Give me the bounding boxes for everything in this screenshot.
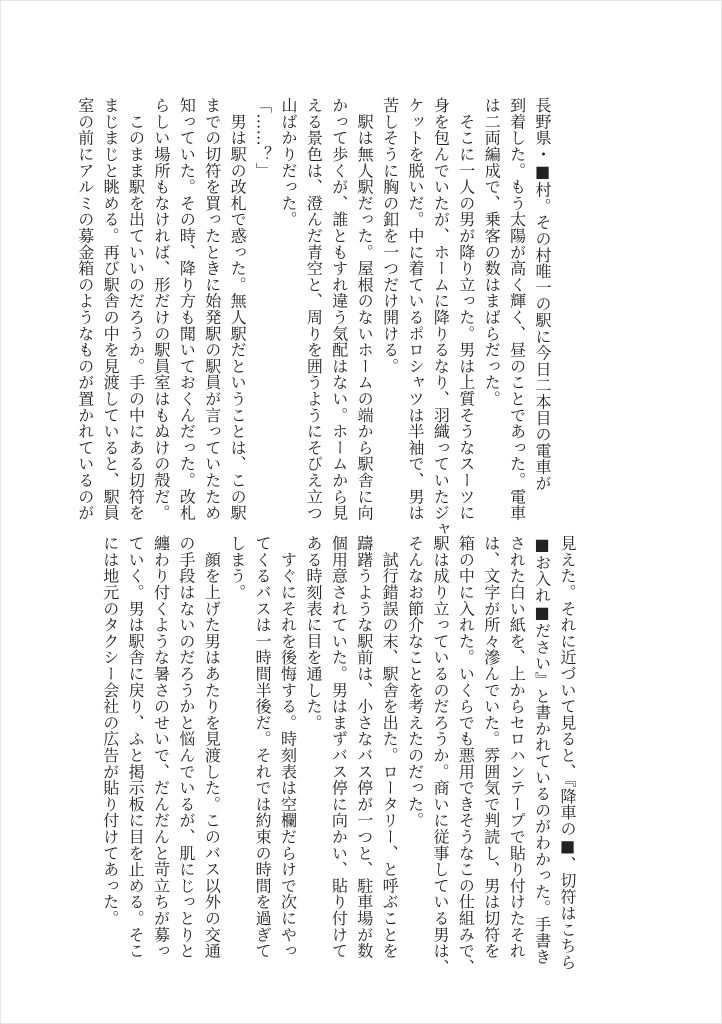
text-line: には地元のタクシー会社の広告が貼り付けてあった。: [100, 535, 120, 927]
text-line: らしい場所もなければ、形だけの駅員室はもぬけの殻だ。: [151, 97, 171, 521]
text-line: ■お入れ■ださい』と書かれているのがわかった。手書き: [532, 535, 552, 965]
text-block-top: [72, 97, 555, 538]
text-line: 試行錯誤の末、駅舎を出た。ロータリー、と呼ぶことを: [380, 535, 400, 959]
text-line: 顔を上げた男はあたりを見渡した。このバス以外の交通: [202, 535, 222, 959]
text-line: 室の前にアルミの募金箱のようなものが置かれているのが: [75, 97, 95, 521]
text-line: までの切符を買ったときに始発駅の駅員が言っていたため: [202, 97, 222, 521]
text-line: 躊躇うような駅前は、小さなバス停が一つと、駐車場が数: [354, 535, 374, 959]
text-line: 山ばかりだった。: [278, 97, 298, 228]
text-line: 男は駅の改札で惑った。無人駅だということは、この駅: [228, 97, 248, 521]
text-block-bottom: [97, 535, 580, 976]
text-line: 苦しそうに胸の釦を一つだけ開ける。: [380, 97, 400, 375]
text-line: そんなお節介なことを考えたのだった。: [405, 535, 425, 829]
text-line: 箱の中に入れた。いくらでも悪用できそうなこの仕組みで、: [456, 535, 476, 976]
text-line: の手段はないのだろうかと悩んでいるが、肌にじっとりと: [176, 535, 196, 959]
text-line: しまう。: [227, 535, 247, 601]
text-line: 見えた。それに近づいて見ると、『降車の■、切符はこちら: [558, 535, 577, 971]
text-line: てくるバスは一時間半後だ。それでは約束の時間を過ぎて: [253, 535, 273, 959]
text-line: このまま駅を出ていいのだろうか。手の中にある切符を: [126, 97, 146, 521]
text-line: 身を包んでいたが、ホームに降りるなり、羽織っていたジャ: [431, 97, 451, 538]
text-line: える景色は、澄んだ青空と、周りを囲うようにそびえ立つ: [304, 97, 324, 521]
text-line: まじまじと眺める。再び駅舎の中を見渡していると、駅員: [101, 97, 121, 521]
text-line: ある時刻表に目を通した。: [303, 535, 323, 731]
text-line: すぐにそれを後悔する。時刻表は空欄だらけで次にやっ: [278, 535, 298, 959]
text-line: 長野県・■村。その村唯一の駅に今日二本目の電車が: [533, 97, 552, 492]
text-line: された白い紙を、上からセロハンテープで貼り付けたそれ: [507, 535, 527, 959]
text-line: ていく。男は駅舎に戻り、ふと掲示板に目を止める。そこ: [126, 535, 146, 959]
text-line: 「……？」: [253, 97, 273, 179]
text-line: 駅は成り立っているのだろうか。商いに従事している男は、: [430, 535, 450, 976]
text-line: 個用意されていた。男はまずバス停に向かい、貼り付けて: [329, 535, 349, 959]
text-line: 知っていた。その時、降り方も聞いておくんだった。改札: [177, 97, 197, 521]
text-line: ケットを脱いだ。中に着ているポロシャツは半袖で、男は: [405, 97, 425, 521]
text-line: 到着した。もう太陽が高く輝く、昼のことであった。電車: [507, 97, 527, 521]
text-line: 駅は無人駅だった。屋根のないホームの端から駅舎に向: [355, 97, 375, 521]
text-line: は、文字が所々滲んでいた。雰囲気で判読し、男は切符を: [481, 535, 501, 959]
text-line: そこに一人の男が降り立った。男は上質そうなスーツに: [456, 97, 476, 521]
text-line: かって歩くが、誰ともすれ違う気配はない。ホームから見: [329, 97, 349, 521]
text-line: は二両編成で、乗客の数はまばらだった。: [482, 97, 502, 407]
text-line: 纏わり付くような暑さのせいで、だんだんと苛立ちが募っ: [151, 535, 171, 959]
